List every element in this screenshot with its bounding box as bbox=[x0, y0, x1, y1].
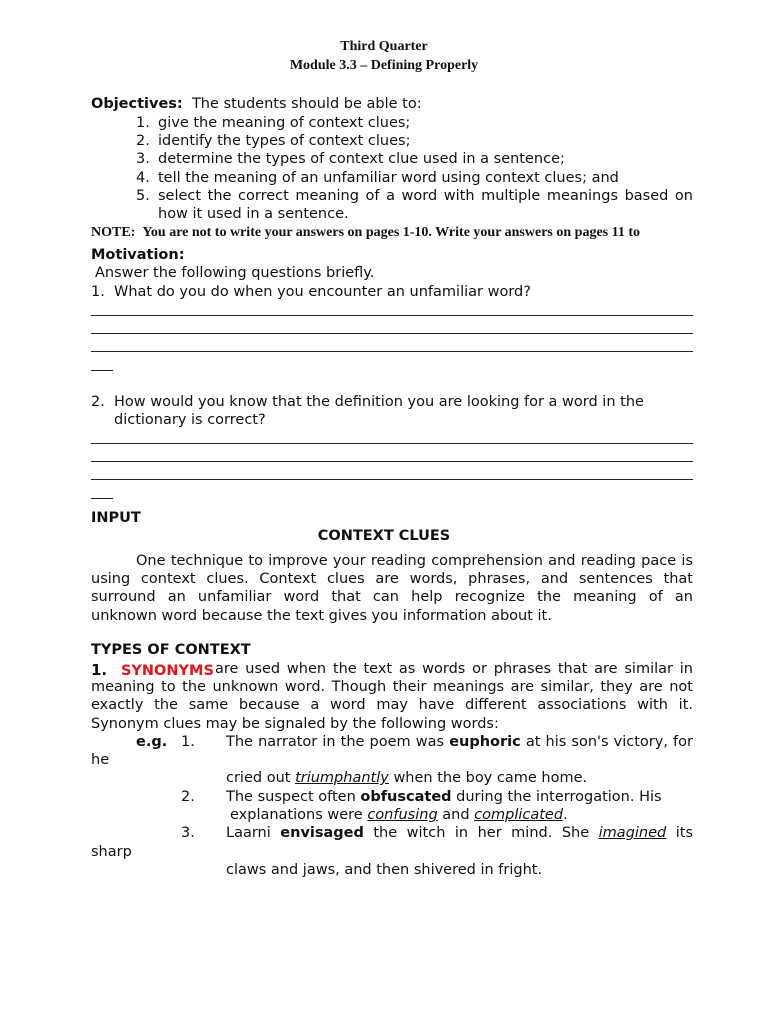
example-2-line2 bbox=[230, 807, 568, 823]
types-heading: TYPES OF CONTEXT bbox=[91, 642, 251, 658]
school-seal-logo bbox=[180, 0, 260, 12]
clue-word: imagined bbox=[598, 825, 667, 841]
example-text: . bbox=[563, 807, 568, 823]
example-3-line2: claws and jaws, and then shivered in fright. bbox=[226, 862, 543, 878]
clue-word: confusing bbox=[367, 807, 438, 823]
answer-line bbox=[91, 333, 693, 334]
objective-item-3: determine the types of context clue used in a sentence; bbox=[158, 151, 565, 167]
answer-line bbox=[91, 479, 693, 480]
example-number-2: 2. bbox=[181, 789, 195, 805]
synonyms-line: exactly the same because a word may have different associations with it. bbox=[91, 697, 693, 713]
example-text: during the interrogation. His bbox=[456, 789, 662, 805]
objective-number-5: 5. bbox=[136, 188, 150, 204]
objective-number-2: 2. bbox=[136, 133, 150, 149]
example-text: the witch in her mind. She bbox=[373, 825, 590, 841]
vocab-word: euphoric bbox=[449, 734, 521, 750]
objectives-label: Objectives: bbox=[91, 96, 183, 112]
example-3-wrap: sharp bbox=[91, 844, 132, 860]
objectives-intro: The students should be able to: bbox=[191, 96, 422, 112]
example-2-line1 bbox=[226, 789, 662, 805]
example-text: cried out bbox=[226, 770, 291, 786]
answer-line bbox=[91, 370, 113, 371]
objective-number-1: 1. bbox=[136, 115, 150, 131]
question-2-line1: How would you know that the definition you are looking for a word in the bbox=[114, 394, 644, 410]
objective-item-5-cont: how it used in a sentence. bbox=[158, 206, 349, 222]
clue-word: triumphantly bbox=[295, 770, 389, 786]
example-text: explanations were bbox=[230, 807, 363, 823]
example-1-line2 bbox=[226, 770, 587, 786]
note-text: You are not to write your answers on pages 1-10. Write your answers on pages 11 to bbox=[142, 225, 640, 240]
answer-line bbox=[91, 461, 693, 462]
question-2-line2: dictionary is correct? bbox=[114, 412, 266, 428]
example-text: at his son's victory, for bbox=[525, 734, 693, 750]
paragraph-line: surround an unfamiliar word that can help recognize the meaning of an bbox=[91, 589, 693, 605]
example-text: The suspect often bbox=[226, 789, 356, 805]
type-number: 1. bbox=[91, 661, 108, 679]
example-text: The narrator in the poem was bbox=[226, 734, 445, 750]
example-number-3: 3. bbox=[181, 825, 195, 841]
module-title: Module 3.3 – Defining Properly bbox=[289, 58, 479, 73]
motivation-instruction: Answer the following questions briefly. bbox=[95, 265, 375, 281]
answer-line bbox=[91, 351, 693, 352]
objectives-line bbox=[91, 96, 422, 112]
synonyms-line: meaning to the unknown word. Though their meanings are similar, they are not bbox=[91, 679, 693, 695]
input-label: INPUT bbox=[91, 510, 141, 526]
example-text: when the boy came home. bbox=[393, 770, 588, 786]
eg-label: e.g. bbox=[136, 734, 168, 750]
example-3-line1 bbox=[226, 825, 693, 841]
paragraph-line: unknown word because the text gives you information about it. bbox=[91, 608, 552, 624]
objective-number-4: 4. bbox=[136, 170, 150, 186]
synonyms-def-start: are used when the text as words or phrases that are similar in bbox=[215, 661, 693, 677]
example-text: its bbox=[675, 825, 694, 841]
paragraph-line: using context clues. Context clues are words, phrases, and sentences that bbox=[91, 571, 693, 587]
objective-item-1: give the meaning of context clues; bbox=[158, 115, 411, 131]
note-label: NOTE: bbox=[91, 225, 136, 240]
example-1-wrap: he bbox=[91, 752, 110, 768]
synonyms-term: SYNONYMS bbox=[120, 663, 214, 679]
objective-item-2: identify the types of context clues; bbox=[158, 133, 411, 149]
example-text: and bbox=[442, 807, 470, 823]
question-1: What do you do when you encounter an unfamiliar word? bbox=[114, 284, 531, 300]
vocab-word: envisaged bbox=[280, 825, 364, 841]
example-text: Laarni bbox=[226, 825, 271, 841]
synonyms-line: Synonym clues may be signaled by the following words: bbox=[91, 716, 499, 732]
objective-item-4: tell the meaning of an unfamiliar word using context clues; and bbox=[158, 170, 619, 186]
objective-number-3: 3. bbox=[136, 151, 150, 167]
motivation-label: Motivation: bbox=[91, 247, 185, 263]
quarter-title: Third Quarter bbox=[340, 39, 428, 54]
answer-line bbox=[91, 443, 693, 444]
example-number-1: 1. bbox=[181, 734, 195, 750]
clue-word: complicated bbox=[474, 807, 564, 823]
question-number-2: 2. bbox=[91, 394, 105, 410]
note-line bbox=[91, 225, 640, 241]
synonyms-line-1 bbox=[91, 661, 693, 679]
context-clues-heading: CONTEXT CLUES bbox=[317, 528, 451, 544]
answer-line bbox=[91, 498, 113, 499]
question-number-1: 1. bbox=[91, 284, 105, 300]
example-1-line1 bbox=[226, 734, 693, 750]
answer-line bbox=[91, 315, 693, 316]
objective-item-5: select the correct meaning of a word with multiple meanings based on bbox=[158, 188, 693, 204]
paragraph-line: One technique to improve your reading comprehension and reading pace is bbox=[136, 553, 693, 569]
vocab-word: obfuscated bbox=[360, 789, 452, 805]
